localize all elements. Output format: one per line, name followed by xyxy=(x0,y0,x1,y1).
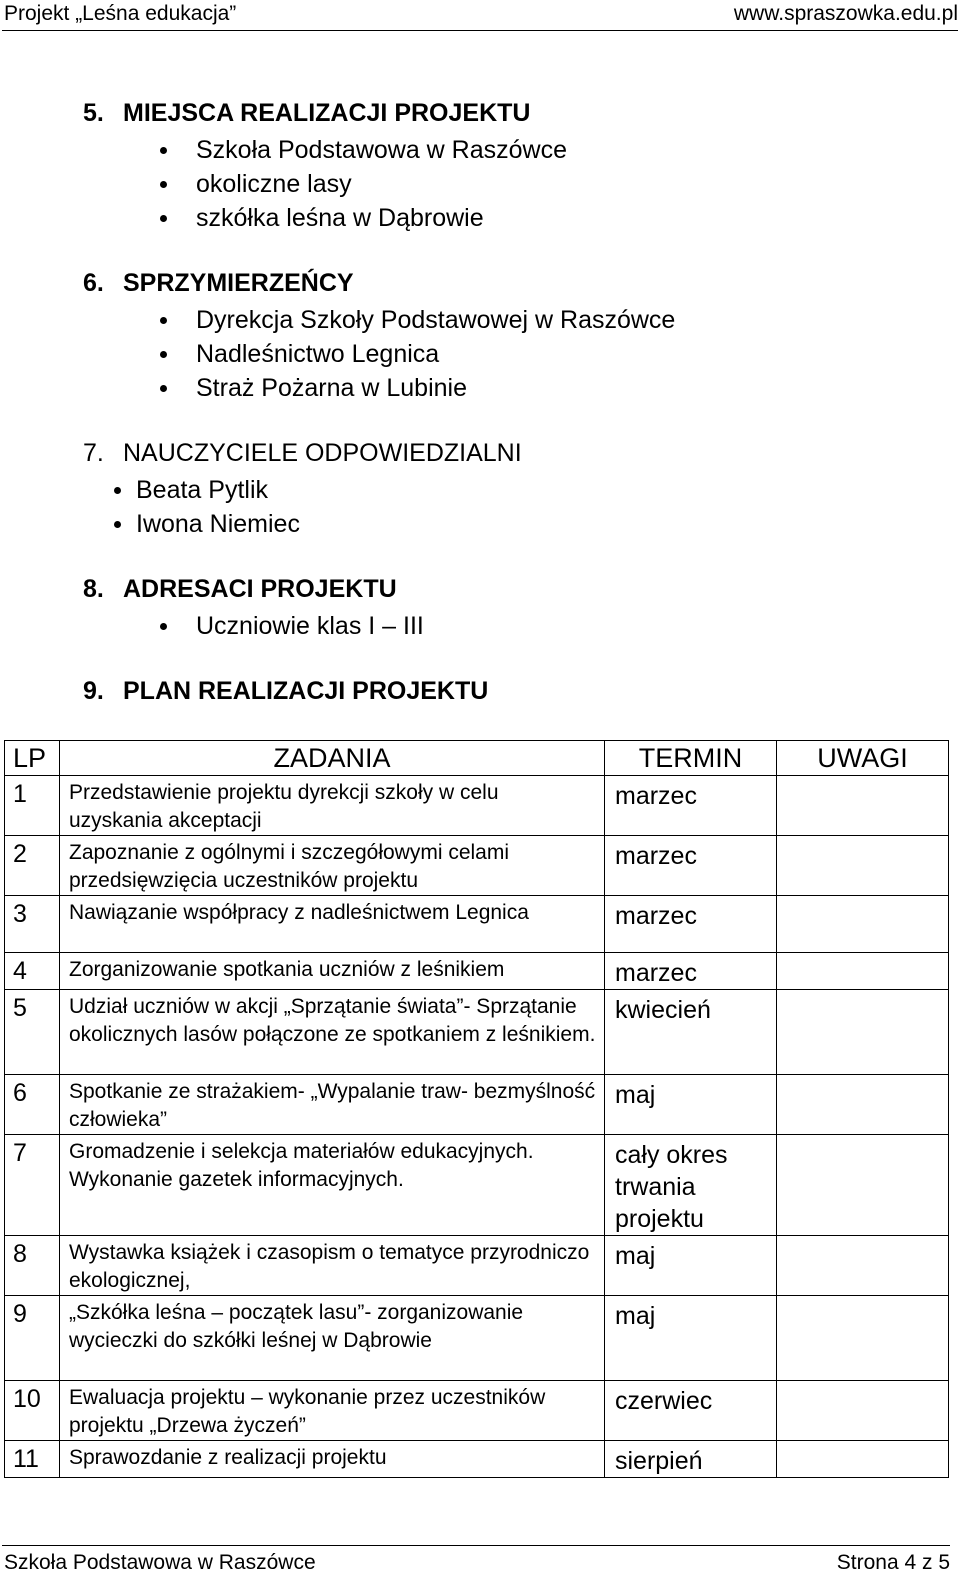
cell-notes xyxy=(777,836,949,896)
cell-term: maj xyxy=(605,1236,777,1296)
cell-term: maj xyxy=(605,1296,777,1381)
table-row xyxy=(5,1381,949,1441)
list-item: Straż Pożarna w Lubinie xyxy=(160,371,675,405)
cell-term: sierpień xyxy=(605,1441,777,1478)
cell-task: Gromadzenie i selekcja materiałów edukacyjnych. Wykonanie gazetek informacyjnych. xyxy=(60,1135,605,1236)
bullet-icon xyxy=(160,215,167,222)
cell-term: marzec xyxy=(605,776,777,836)
list-item: Iwona Niemiec xyxy=(114,507,300,541)
cell-task: Zorganizowanie spotkania uczniów z leśnikiem xyxy=(60,953,605,990)
cell-task: Zapoznanie z ogólnymi i szczegółowymi celami przedsięwzięcia uczestników projektu xyxy=(60,836,605,896)
table-row xyxy=(5,1135,949,1236)
cell-lp: 2 xyxy=(5,836,60,896)
column-header-lp: LP xyxy=(5,741,60,776)
allies-list xyxy=(160,303,675,405)
list-item: szkółka leśna w Dąbrowie xyxy=(160,201,567,235)
table-row xyxy=(5,1441,949,1478)
footer-school-name: Szkoła Podstawowa w Raszówce xyxy=(4,1551,316,1574)
cell-notes xyxy=(777,1135,949,1236)
bullet-icon xyxy=(160,181,167,188)
cell-notes xyxy=(777,776,949,836)
bullet-icon xyxy=(114,521,121,528)
table-row xyxy=(5,953,949,990)
page-footer xyxy=(2,1545,950,1576)
cell-term: marzec xyxy=(605,953,777,990)
cell-notes xyxy=(777,1381,949,1441)
bullet-icon xyxy=(160,385,167,392)
table-row xyxy=(5,1236,949,1296)
cell-task: Sprawozdanie z realizacji projektu xyxy=(60,1441,605,1478)
section-title-recipients: 8. ADRESACI PROJEKTU xyxy=(83,575,397,603)
cell-lp: 7 xyxy=(5,1135,60,1236)
places-list xyxy=(160,133,567,235)
column-header-notes: UWAGI xyxy=(777,741,949,776)
list-item: Szkoła Podstawowa w Raszówce xyxy=(160,133,567,167)
plan-table xyxy=(4,740,949,1478)
table-row xyxy=(5,990,949,1075)
cell-task: „Szkółka leśna – początek lasu”- zorganizowanie wycieczki do szkółki leśnej w Dąbrowie xyxy=(60,1296,605,1381)
recipients-list xyxy=(160,609,424,643)
column-header-term: TERMIN xyxy=(605,741,777,776)
cell-term: maj xyxy=(605,1075,777,1135)
cell-lp: 5 xyxy=(5,990,60,1075)
table-row xyxy=(5,836,949,896)
cell-notes xyxy=(777,990,949,1075)
table-row xyxy=(5,896,949,953)
list-item: Dyrekcja Szkoły Podstawowej w Raszówce xyxy=(160,303,675,337)
cell-task: Nawiązanie współpracy z nadleśnictwem Legnica xyxy=(60,896,605,953)
bullet-icon xyxy=(114,487,121,494)
cell-task: Udział uczniów w akcji „Sprzątanie świata”- Sprzątanie okolicznych lasów połączone ze spotkaniem z leśnikiem. xyxy=(60,990,605,1075)
cell-lp: 10 xyxy=(5,1381,60,1441)
table-row xyxy=(5,1075,949,1135)
cell-term: czerwiec xyxy=(605,1381,777,1441)
cell-lp: 8 xyxy=(5,1236,60,1296)
section-title-allies: 6. SPRZYMIERZEŃCY xyxy=(83,269,354,297)
bullet-icon xyxy=(160,317,167,324)
list-item: okoliczne lasy xyxy=(160,167,567,201)
cell-notes xyxy=(777,1236,949,1296)
bullet-icon xyxy=(160,623,167,630)
cell-task: Przedstawienie projektu dyrekcji szkoły w celu uzyskania akceptacji xyxy=(60,776,605,836)
table-header-row xyxy=(5,741,949,776)
section-title-plan: 9. PLAN REALIZACJI PROJEKTU xyxy=(83,677,489,705)
section-title-teachers: 7. NAUCZYCIELE ODPOWIEDZIALNI xyxy=(83,439,522,467)
cell-term: cały okres trwania projektu xyxy=(605,1135,777,1236)
bullet-icon xyxy=(160,351,167,358)
cell-notes xyxy=(777,1075,949,1135)
page-header xyxy=(2,0,958,31)
cell-notes xyxy=(777,896,949,953)
cell-task: Wystawka książek i czasopism o tematyce przyrodniczo ekologicznej, xyxy=(60,1236,605,1296)
cell-notes xyxy=(777,1441,949,1478)
cell-term: marzec xyxy=(605,896,777,953)
list-item: Beata Pytlik xyxy=(114,473,300,507)
cell-lp: 4 xyxy=(5,953,60,990)
table-row xyxy=(5,1296,949,1381)
footer-page-number: Strona 4 z 5 xyxy=(836,1551,950,1574)
header-project-title: Projekt „Leśna edukacja” xyxy=(4,2,237,25)
cell-term: marzec xyxy=(605,836,777,896)
cell-task: Spotkanie ze strażakiem- „Wypalanie traw- bezmyślność człowieka” xyxy=(60,1075,605,1135)
list-item: Uczniowie klas I – III xyxy=(160,609,424,643)
teachers-list xyxy=(114,473,300,541)
cell-lp: 6 xyxy=(5,1075,60,1135)
cell-notes xyxy=(777,953,949,990)
cell-lp: 1 xyxy=(5,776,60,836)
cell-term: kwiecień xyxy=(605,990,777,1075)
cell-task: Ewaluacja projektu – wykonanie przez uczestników projektu „Drzewa życzeń” xyxy=(60,1381,605,1441)
column-header-tasks: ZADANIA xyxy=(60,741,605,776)
cell-lp: 3 xyxy=(5,896,60,953)
section-title-places: 5. MIEJSCA REALIZACJI PROJEKTU xyxy=(83,99,531,127)
cell-notes xyxy=(777,1296,949,1381)
list-item: Nadleśnictwo Legnica xyxy=(160,337,675,371)
bullet-icon xyxy=(160,147,167,154)
header-website: www.spraszowka.edu.pl xyxy=(733,2,958,25)
table-row xyxy=(5,776,949,836)
cell-lp: 11 xyxy=(5,1441,60,1478)
cell-lp: 9 xyxy=(5,1296,60,1381)
